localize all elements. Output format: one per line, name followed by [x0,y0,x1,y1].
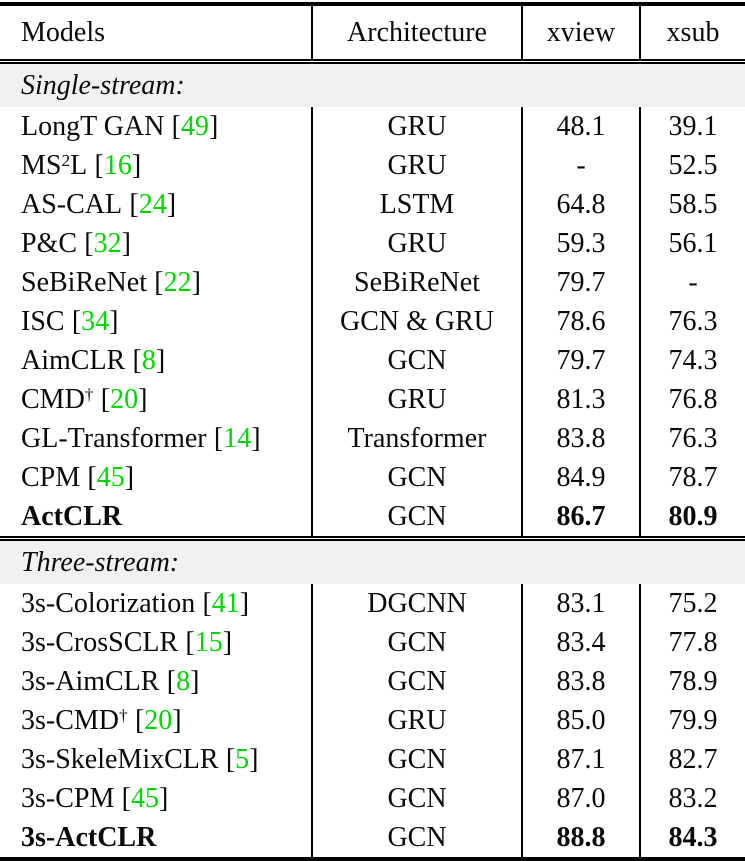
citation [87,462,134,493]
citation-close-bracket: ] [158,782,169,814]
model-cell [0,497,312,539]
model-cell [0,419,312,458]
table-row [0,497,745,539]
header-row [0,4,745,62]
citation [167,666,200,697]
xsub-cell: 78.7 [640,458,745,497]
citation-number[interactable]: 8 [141,344,156,376]
xsub-cell: 76.3 [640,419,745,458]
citation-number[interactable]: 20 [144,704,173,736]
model-cell [0,185,312,224]
model-name-pre: CMD [21,383,85,415]
architecture-cell: DGCNN [312,584,522,623]
citation-open-bracket: [ [84,227,94,259]
model-cell [0,740,312,779]
model-name-pre: CPM [21,461,81,493]
section-label: Three-stream: [0,539,745,585]
citation-number[interactable]: 34 [81,305,110,337]
model-name-pre: 3s-ActCLR [21,821,157,853]
xview-cell: 64.8 [522,185,640,224]
citation-number[interactable]: 41 [211,587,240,619]
citation-close-bracket: ] [155,344,166,376]
citation [129,189,176,220]
model-cell [0,107,312,146]
model-name-pre: 3s-SkeleMixCLR [21,743,219,775]
model-cell [0,302,312,341]
citation-close-bracket: ] [239,587,250,619]
model-cell [0,818,312,859]
xview-cell: 79.7 [522,341,640,380]
citation-close-bracket: ] [249,743,259,775]
citation-close-bracket: ] [121,227,131,259]
model-cell [0,146,312,185]
citation-open-bracket: [ [134,704,145,736]
citation-number[interactable]: 45 [96,461,125,493]
citation-close-bracket: ] [124,461,135,493]
citation-close-bracket: ] [191,266,201,298]
model-cell [0,263,312,302]
architecture-cell: GCN [312,779,522,818]
model-name-pre: AimCLR [21,344,126,376]
model-cell [0,779,312,818]
architecture-cell: SeBiReNet [312,263,522,302]
citation-open-bracket: [ [100,383,111,415]
citation [122,783,169,814]
citation-open-bracket: [ [94,149,104,181]
xsub-cell: 75.2 [640,584,745,623]
table-row [0,779,745,818]
xview-cell: 59.3 [522,224,640,263]
architecture-cell: GRU [312,380,522,419]
table-row [0,701,745,740]
col-header-xsub: xsub [640,4,745,62]
xview-cell: 48.1 [522,107,640,146]
model-cell [0,662,312,701]
citation-open-bracket: [ [225,743,236,775]
citation-close-bracket: ] [166,188,177,220]
citation-open-bracket: [ [121,782,131,814]
citation-open-bracket: [ [166,665,177,697]
table-row [0,818,745,859]
table-row [0,107,745,146]
citation-open-bracket: [ [202,587,212,619]
xsub-cell: 39.1 [640,107,745,146]
architecture-cell: GCN & GRU [312,302,522,341]
architecture-cell: GRU [312,146,522,185]
col-header-architecture: Architecture [312,4,522,62]
model-superscript: 2 [61,150,71,170]
xsub-cell: 76.8 [640,380,745,419]
section-label: Single-stream: [0,62,745,108]
citation-close-bracket: ] [109,305,119,337]
citation-open-bracket: [ [154,266,164,298]
citation-open-bracket: [ [71,305,82,337]
table-row [0,380,745,419]
citation-close-bracket: ] [190,665,200,697]
model-name-pre: 3s-CMD [21,704,120,736]
citation-open-bracket: [ [213,422,224,454]
citation-close-bracket: ] [222,626,233,658]
xsub-cell: 52.5 [640,146,745,185]
model-name-pre: MS [21,149,62,181]
xsub-cell: 77.8 [640,623,745,662]
model-name-pre: ActCLR [21,500,123,532]
model-superscript: † [84,384,94,404]
xsub-cell: 58.5 [640,185,745,224]
citation-number[interactable]: 32 [93,227,122,259]
citation-number[interactable]: 20 [110,383,139,415]
table-body [0,62,745,860]
architecture-cell: GCN [312,818,522,859]
xview-cell: 83.8 [522,662,640,701]
citation [133,345,166,376]
xsub-cell: 82.7 [640,740,745,779]
citation [72,306,119,337]
model-name-pre: GL-Transformer [21,422,207,454]
citation-open-bracket: [ [87,461,97,493]
citation-open-bracket: [ [129,188,139,220]
architecture-cell: GCN [312,341,522,380]
model-name-post: L [70,149,88,181]
model-name-pre: 3s-AimCLR [21,665,160,697]
table-row [0,623,745,662]
table-row [0,302,745,341]
xview-cell: 81.3 [522,380,640,419]
citation-close-bracket: ] [251,422,261,454]
model-cell [0,701,312,740]
citation [226,744,259,775]
citation-close-bracket: ] [131,149,142,181]
table-row [0,740,745,779]
xsub-cell: 56.1 [640,224,745,263]
xsub-cell: 80.9 [640,497,745,539]
xview-cell: 79.7 [522,263,640,302]
citation-close-bracket: ] [138,383,148,415]
model-cell [0,341,312,380]
xsub-cell: 76.3 [640,302,745,341]
citation [214,423,261,454]
architecture-cell: GRU [312,701,522,740]
xsub-cell: 78.9 [640,662,745,701]
citation-number[interactable]: 5 [235,743,250,775]
xview-cell: 83.1 [522,584,640,623]
citation-number[interactable]: 14 [223,422,252,454]
table-row [0,341,745,380]
model-name-pre: ISC [21,305,65,337]
model-name-pre: P&C [21,227,78,259]
architecture-cell: Transformer [312,419,522,458]
xview-cell: 87.0 [522,779,640,818]
architecture-cell: GCN [312,740,522,779]
xview-cell: 86.7 [522,497,640,539]
citation-number[interactable]: 22 [163,266,192,298]
table-row [0,263,745,302]
citation-close-bracket: ] [172,704,182,736]
model-superscript: † [119,705,128,725]
xview-cell: 83.4 [522,623,640,662]
xsub-cell: - [640,263,745,302]
xview-cell: 88.8 [522,818,640,859]
xsub-cell: 84.3 [640,818,745,859]
section-header-row [0,539,745,585]
section-header-row [0,62,745,108]
col-header-xview: xview [522,4,640,62]
citation-number[interactable]: 15 [194,626,223,658]
xview-cell: 83.8 [522,419,640,458]
citation [84,228,131,259]
model-cell [0,584,312,623]
table-row [0,458,745,497]
architecture-cell: GCN [312,662,522,701]
table-row [0,146,745,185]
xsub-cell: 79.9 [640,701,745,740]
citation-open-bracket: [ [171,110,181,142]
architecture-cell: GRU [312,107,522,146]
table-row [0,662,745,701]
model-name-pre: AS-CAL [21,188,123,220]
model-name-pre: 3s-Colorization [21,587,196,619]
citation-open-bracket: [ [185,626,195,658]
citation-number[interactable]: 24 [138,188,167,220]
xview-cell: 84.9 [522,458,640,497]
citation [185,627,232,658]
architecture-cell: GCN [312,623,522,662]
xsub-cell: 74.3 [640,341,745,380]
model-name-pre: 3s-CPM [21,782,115,814]
model-cell [0,380,312,419]
architecture-cell: LSTM [312,185,522,224]
table-row [0,419,745,458]
xview-cell: 85.0 [522,701,640,740]
xview-cell: 78.6 [522,302,640,341]
col-header-models: Models [0,4,312,62]
citation-number[interactable]: 45 [130,782,159,814]
architecture-cell: GCN [312,458,522,497]
model-name-pre: SeBiReNet [21,266,147,298]
model-cell [0,623,312,662]
citation-number[interactable]: 16 [103,149,132,181]
citation-number[interactable]: 49 [180,110,209,142]
model-name-pre: LongT GAN [21,110,165,142]
xview-cell: - [522,146,640,185]
results-table [0,2,745,861]
citation-open-bracket: [ [132,344,142,376]
architecture-cell: GCN [312,497,522,539]
citation [154,267,201,298]
xview-cell: 87.1 [522,740,640,779]
table-row [0,185,745,224]
citation [202,588,249,619]
table-row [0,584,745,623]
citation [95,150,142,181]
citation [135,705,182,736]
model-cell [0,458,312,497]
architecture-cell: GRU [312,224,522,263]
xsub-cell: 83.2 [640,779,745,818]
citation-close-bracket: ] [208,110,219,142]
citation [101,384,148,415]
citation-number[interactable]: 8 [176,665,191,697]
table-row [0,224,745,263]
model-name-pre: 3s-CrosSCLR [21,626,179,658]
citation [172,111,219,142]
model-cell [0,224,312,263]
